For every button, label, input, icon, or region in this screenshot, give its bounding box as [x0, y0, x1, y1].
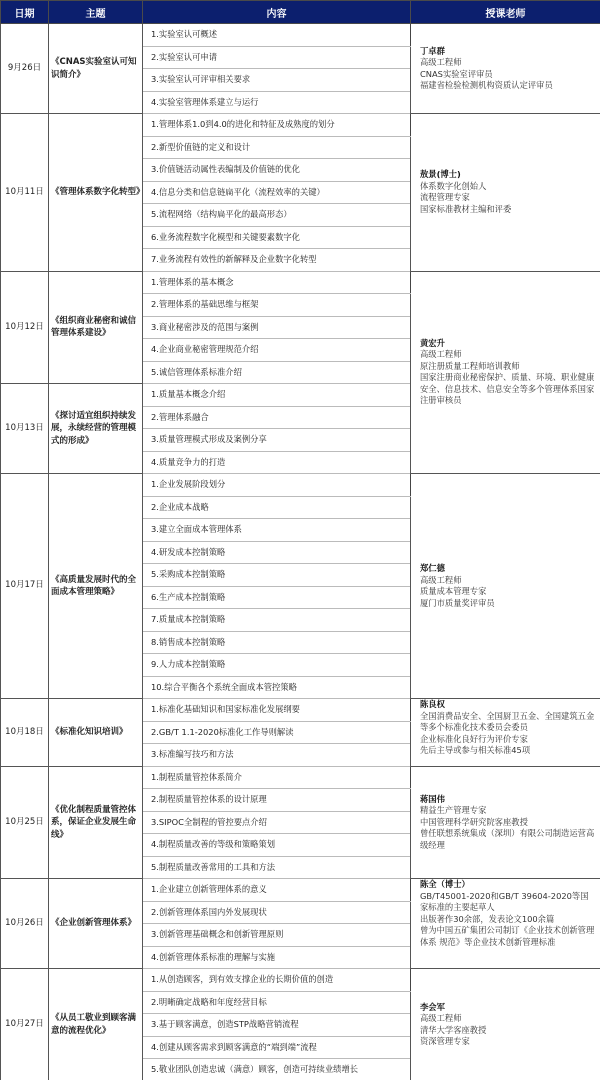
- content-item: 7.业务流程有效性的新解释及企业数字化转型: [143, 249, 411, 272]
- teacher-credential: 高级工程师: [420, 57, 462, 67]
- content-item: 2.新型价值链的定义和设计: [143, 136, 411, 159]
- teacher-name: 敖景(博士): [420, 169, 461, 180]
- content-item: 2.制程质量管控体系的设计原理: [143, 789, 411, 812]
- teacher-name: 陈良权: [420, 699, 445, 709]
- content-item: 5.流程网络（结构扁平化的最高形态）: [143, 204, 411, 227]
- content-item: 1.标准化基础知识和国家标准化发展纲要: [143, 699, 411, 722]
- teacher-credential: 国家注册商业秘密保护、质量、环境、职业健康安全、信息技术、信息安全等多个管理体系国家注册审核员: [420, 372, 595, 406]
- teacher-name: 丁卓群: [420, 45, 445, 56]
- content-item: 3.质量管理模式形成及案例分享: [143, 429, 411, 452]
- content-item: 3.标准编写技巧和方法: [143, 744, 411, 767]
- teacher-credential: 曾为中国五矿集团公司制订《企业技术创新管理体系 规范》等企业技术创新管理标准: [420, 925, 595, 947]
- teacher-credential: 精益生产管理专家: [420, 805, 487, 815]
- content-item: 1.企业发展阶段划分: [143, 474, 411, 497]
- content-item: 3.基于顾客满意，创造STP战略营销流程: [143, 1014, 411, 1037]
- teacher-name: 黄宏升: [420, 337, 445, 348]
- teacher-credential: 资深管理专家: [420, 1036, 470, 1047]
- session-date: 10月18日: [1, 699, 49, 767]
- content-item: 2.明晰确定战略和年度经营目标: [143, 991, 411, 1014]
- content-item: 4.质量竞争力的打造: [143, 451, 411, 474]
- content-item: 4.创新管理体系标准的理解与实施: [143, 946, 411, 969]
- content-item: 1.实验室认可概述: [143, 24, 411, 47]
- content-item: 3.实验室认可评审相关要求: [143, 69, 411, 92]
- table-header-row: [1, 1, 600, 24]
- session-theme: 《高质量发展时代的全面成本管理策略》: [49, 474, 143, 699]
- session-theme: 《标准化知识培训》: [49, 699, 143, 767]
- header-teacher: 授课老师: [411, 1, 600, 24]
- session-date: 10月11日: [1, 114, 49, 272]
- content-item: 1.制程质量管控体系简介: [143, 766, 411, 789]
- session-theme: 《优化制程质量管控体系，保证企业发展生命线》: [49, 766, 143, 879]
- session-date: 10月25日: [1, 766, 49, 879]
- session-theme: 《组织商业秘密和诚信管理体系建设》: [49, 271, 143, 384]
- content-item: 4.研发成本控制策略: [143, 541, 411, 564]
- session-theme: 《CNAS实验室认可知识简介》: [49, 24, 143, 114]
- teacher-credential: 流程管理专家: [420, 192, 470, 203]
- content-item: 2.创新管理体系国内外发展现状: [143, 901, 411, 924]
- session-date: 10月17日: [1, 474, 49, 699]
- content-item: 2.管理体系的基础思维与框架: [143, 294, 411, 317]
- teacher-credential: 高级工程师: [420, 1013, 462, 1024]
- session-date: 10月13日: [1, 384, 49, 474]
- teacher-credential: CNAS实验室评审员: [420, 68, 493, 79]
- teacher-credential: 厦门市质量奖评审员: [420, 597, 495, 608]
- table-row: [1, 766, 600, 789]
- teacher-credential: 全国消费品安全、全国厨卫五金、全国建筑五金等多个标准化技术委员会委员: [420, 710, 595, 732]
- teacher-cell: [411, 969, 600, 1080]
- teacher-credential: 原注册质量工程师培训教师: [420, 360, 520, 371]
- content-item: 6.业务流程数字化模型和关键要素数字化: [143, 226, 411, 249]
- teacher-credential: 国家标准教材主编和评委: [420, 203, 512, 214]
- content-item: 7.质量成本控制策略: [143, 609, 411, 632]
- header-content: 内容: [143, 1, 411, 24]
- content-item: 2.实验室认可申请: [143, 46, 411, 69]
- teacher-cell: [411, 271, 600, 474]
- content-item: 2.管理体系融合: [143, 406, 411, 429]
- content-item: 3.价值链活动属性表编制及价值链的优化: [143, 159, 411, 182]
- table-row: [1, 879, 600, 902]
- content-item: 4.信息分类和信息链扁平化（流程效率的关键）: [143, 181, 411, 204]
- session-date: 10月27日: [1, 969, 49, 1080]
- table-row: [1, 969, 600, 992]
- table-row: [1, 271, 600, 294]
- teacher-credential: GB/T45001-2020和GB/T 39604-2020等国家标准的主要起草人: [420, 890, 589, 912]
- content-item: 3.建立全面成本管理体系: [143, 519, 411, 542]
- content-item: 5.采购成本控制策略: [143, 564, 411, 587]
- schedule-body: [1, 24, 600, 1080]
- content-item: 4.实验室管理体系建立与运行: [143, 91, 411, 114]
- teacher-name: 陈全（博士）: [420, 879, 470, 889]
- session-theme: 《从员工敬业到顾客满意的流程优化》: [49, 969, 143, 1080]
- session-date: 10月26日: [1, 879, 49, 969]
- content-item: 3.商业秘密涉及的范围与案例: [143, 316, 411, 339]
- session-theme: 《管理体系数字化转型》: [49, 114, 143, 272]
- session-date: 10月12日: [1, 271, 49, 384]
- content-item: 1.企业建立创新管理体系的意义: [143, 879, 411, 902]
- content-item: 3.创新管理基础概念和创新管理原则: [143, 924, 411, 947]
- teacher-credential: 清华大学客座教授: [420, 1024, 487, 1035]
- teacher-credential: 曾任联想系统集成（深圳）有限公司制造运营高级经理: [420, 828, 595, 850]
- content-item: 3.SIPOC全制程的管控要点介绍: [143, 811, 411, 834]
- session-date: 9月26日: [1, 24, 49, 114]
- teacher-cell: [411, 879, 600, 969]
- table-row: [1, 699, 600, 722]
- teacher-credential: 高级工程师: [420, 349, 462, 360]
- teacher-credential: 体系数字化创始人: [420, 180, 487, 191]
- teacher-credential: 出版著作30余部，发表论文100余篇: [420, 913, 555, 924]
- content-item: 2.企业成本战略: [143, 496, 411, 519]
- header-date: 日期: [1, 1, 49, 24]
- content-item: 4.制程质量改善的等级和策略策划: [143, 834, 411, 857]
- teacher-credential: 企业标准化良好行为评价专家: [420, 733, 528, 744]
- table-row: [1, 114, 600, 137]
- teacher-cell: [411, 114, 600, 272]
- session-theme: 《企业创新管理体系》: [49, 879, 143, 969]
- content-item: 4.创建从顾客需求到顾客满意的“端到端”流程: [143, 1036, 411, 1059]
- teacher-credential: 福建省检验检测机构资质认定评审员: [420, 80, 553, 90]
- content-item: 2.GB/T 1.1-2020标准化工作导则解读: [143, 721, 411, 744]
- content-item: 9.人力成本控制策略: [143, 654, 411, 677]
- content-item: 5.诚信管理体系标准介绍: [143, 361, 411, 384]
- teacher-cell: [411, 699, 600, 767]
- content-item: 1.管理体系的基本概念: [143, 271, 411, 294]
- content-item: 10.综合平衡各个系统全面成本管控策略: [143, 676, 411, 699]
- content-item: 1.管理体系1.0到4.0的进化和特征及成熟度的划分: [143, 114, 411, 137]
- teacher-credential: 先后主导或参与相关标准45项: [420, 745, 531, 755]
- content-item: 4.企业商业秘密管理规范介绍: [143, 339, 411, 362]
- table-row: [1, 474, 600, 497]
- content-item: 1.从创造顾客，到有效支撑企业的长期价值的创造: [143, 969, 411, 992]
- header-theme: 主题: [49, 1, 143, 24]
- session-theme: 《探讨适宜组织持续发展，永续经营的管理模式的形成》: [49, 384, 143, 474]
- teacher-cell: [411, 766, 600, 879]
- content-item: 1.质量基本概念介绍: [143, 384, 411, 407]
- teacher-name: 李会军: [420, 1001, 445, 1012]
- teacher-name: 蒋国伟: [420, 793, 445, 804]
- content-item: 8.销售成本控制策略: [143, 631, 411, 654]
- teacher-credential: 高级工程师: [420, 574, 462, 585]
- teacher-credential: 质量成本管理专家: [420, 586, 487, 596]
- content-item: 6.生产成本控制策略: [143, 586, 411, 609]
- teacher-name: 郑仁德: [420, 563, 445, 573]
- table-row: [1, 24, 600, 47]
- content-item: 5.制程质量改善常用的工具和方法: [143, 856, 411, 879]
- content-item: 5.敬业团队创造忠诚（满意）顾客，创造可持续业绩增长: [143, 1059, 411, 1080]
- teacher-cell: [411, 24, 600, 114]
- teacher-credential: 中国管理科学研究院客座教授: [420, 816, 528, 827]
- teacher-cell: [411, 474, 600, 699]
